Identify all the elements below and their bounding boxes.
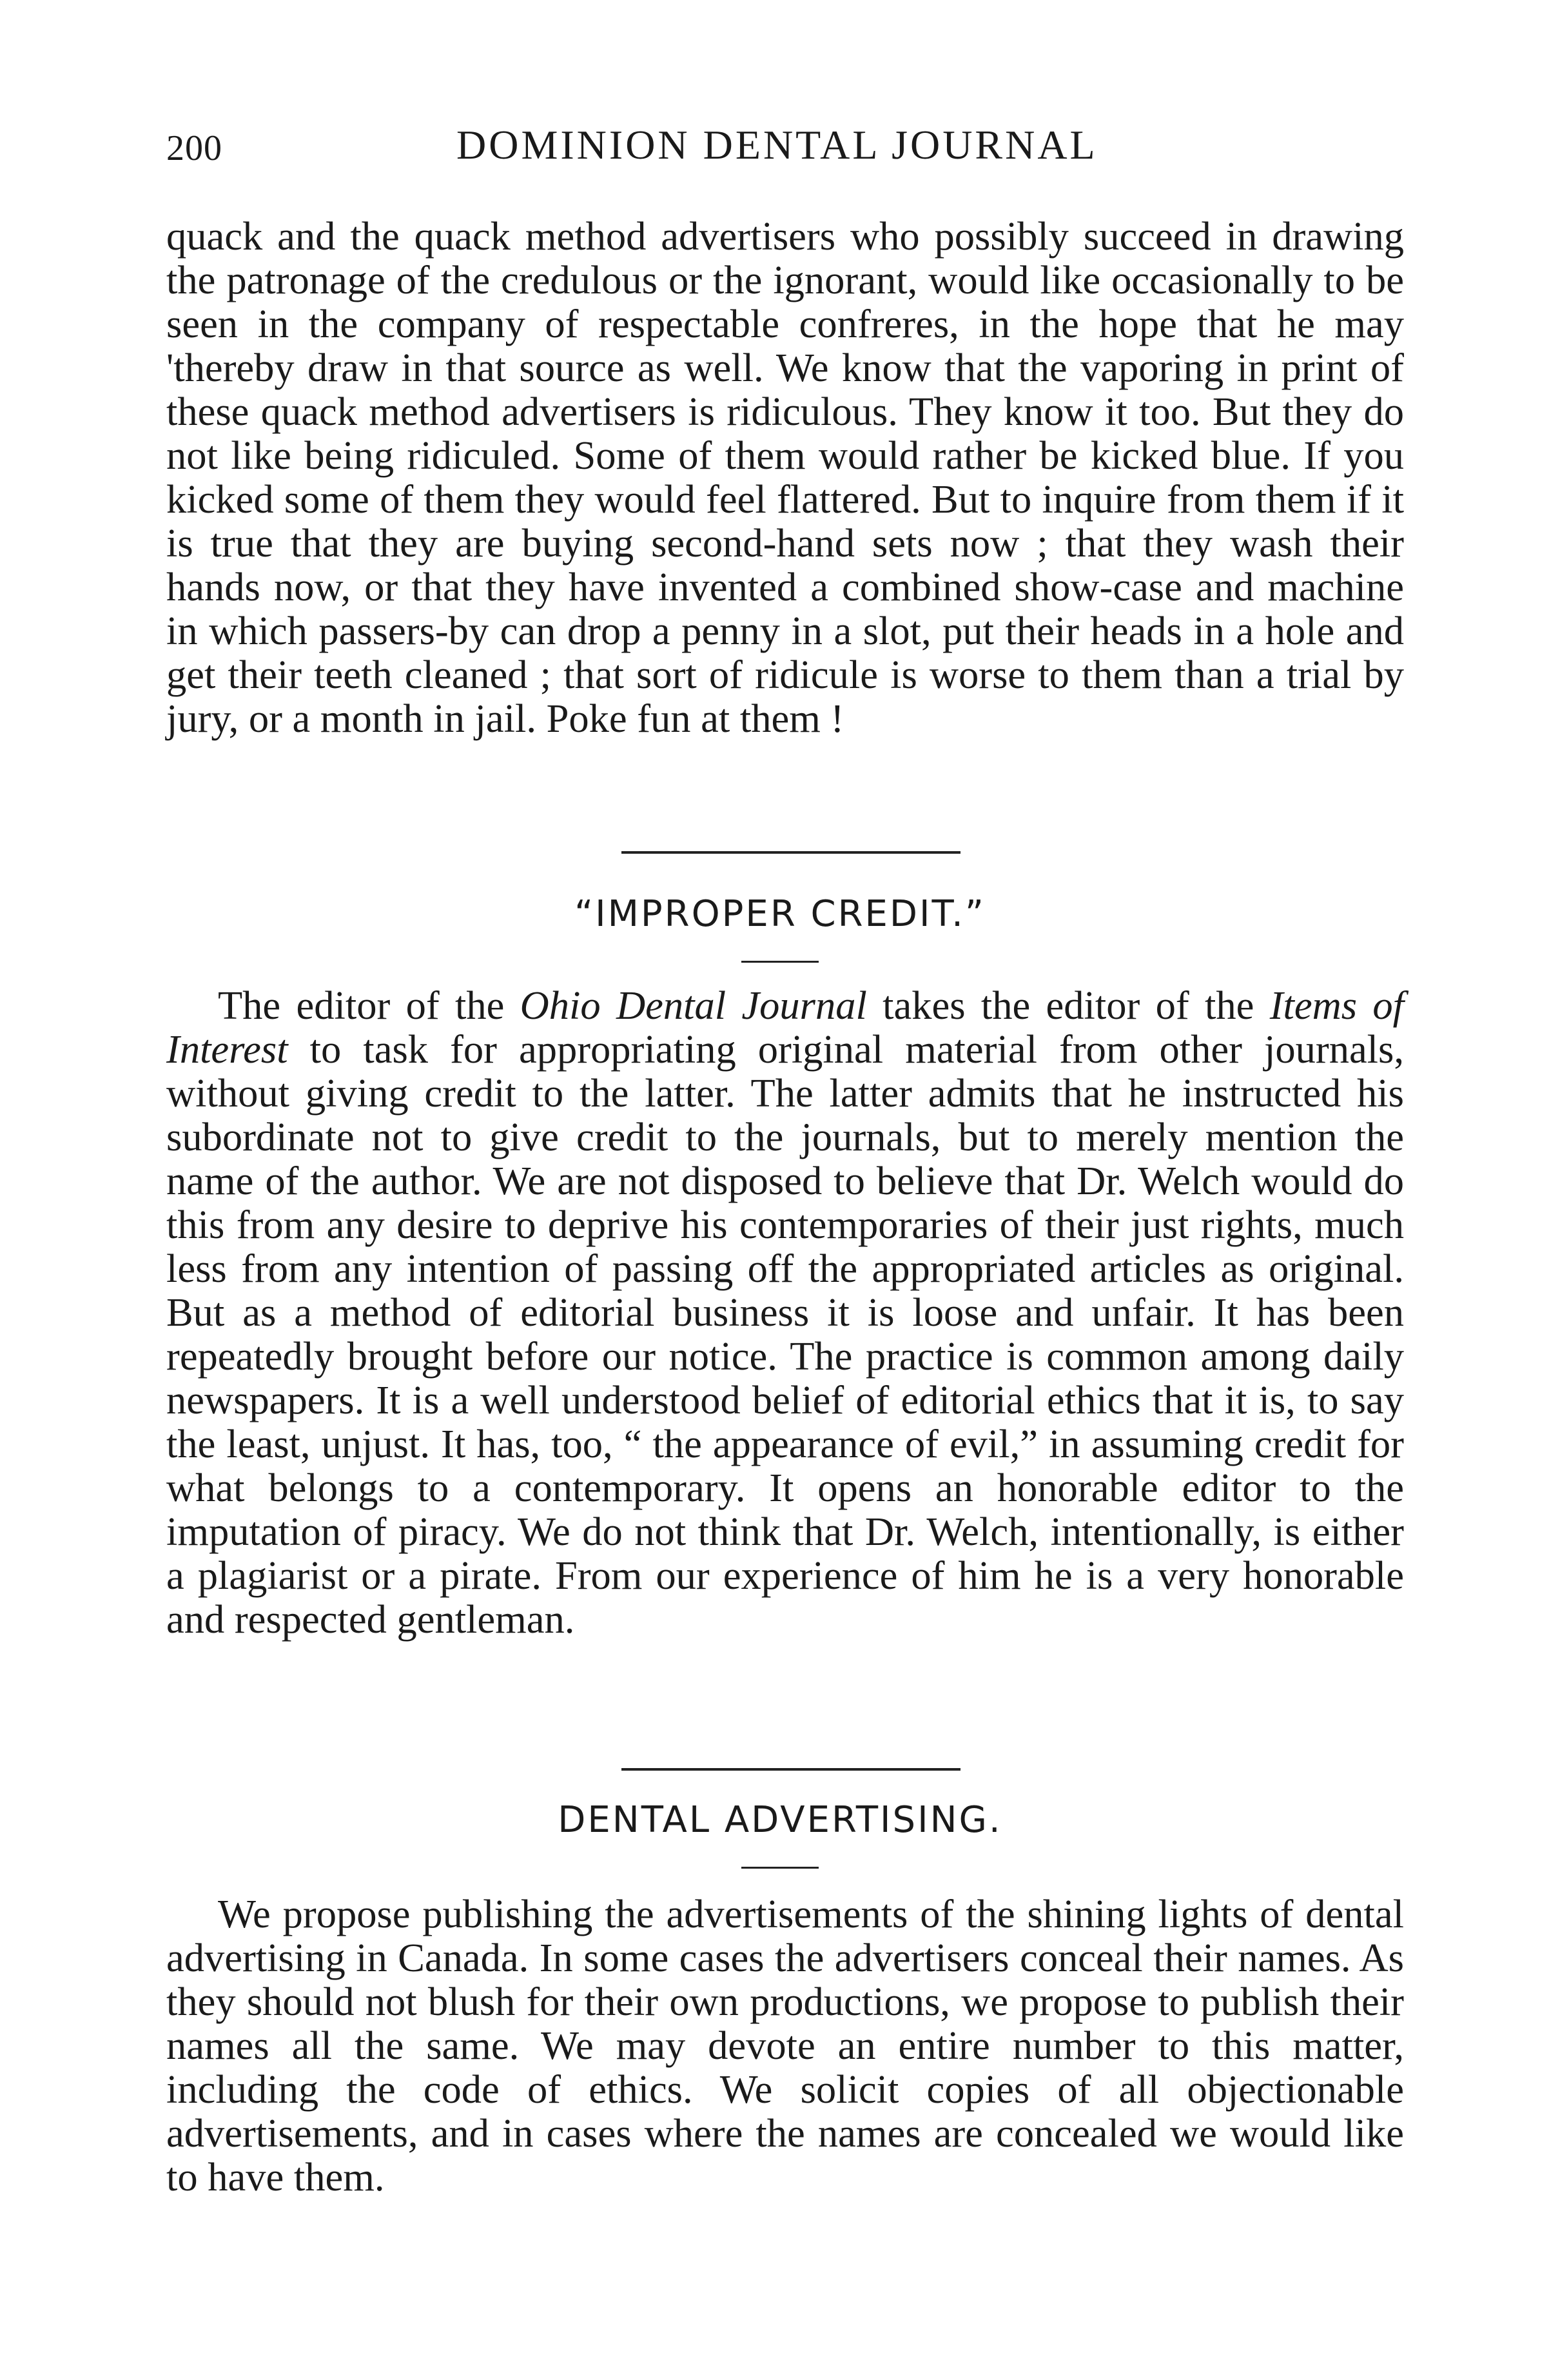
heading-underline <box>741 1867 819 1869</box>
section-divider <box>621 1768 960 1771</box>
journal-name-items-of-interest: Items of Interest <box>166 983 1405 1072</box>
text-run: to task for appropriating original material from other journals, without giving credit to the latter. The latter admits that he instructed his subordinate not to give credit to the journals, but to merely mention the name of the author. We are not disposed to believe that Dr. Welch would do this from any desire to deprive his contemporaries of their just rights, much less from any intention of passing off the appropriated articles as original. But as a method of editorial business it is loose and unfair. It has been repeatedly brought before our notice. The practice is common among daily newspapers. It is a well understood belief of editorial ethics that it is, to say the least, unjust. It has, too, “ the appearance of evil,” in assuming credit for what belongs to a contemporary. It opens an honorable editor to the imputation of piracy. We do not think that Dr. Welch, intentionally, is either a plagiarist or a pirate. From our experience of him he is a very honorable and respected gentleman. <box>166 1027 1404 1642</box>
journal-title: DOMINION DENTAL JOURNAL <box>456 122 1098 168</box>
paragraph: We propose publishing the advertisements of the shining lights of dental advertising in Canada. In some cases the advertisers conceal their names. As they should not blush for their own productions, we propose to publish their names all the same. We may devote an entire number to this matter, including the code of ethics. We solicit copies of all objectionable advertisements, and in cases where the names are concealed we would like to have them. <box>166 1891 1404 2199</box>
paragraph: quack and the quack method advertisers who possibly succeed in drawing the patronage of the credulous or the ignorant, would like occasionally to be seen in the company of respectable confreres, in the hope that he may 'thereby draw in that source as well. We know that the vaporing in print of these quack method advertisers is ridiculous. They know it too. But they do not like being ridiculed. Some of them would rather be kicked blue. If you kicked some of them they would feel flattered. But to inquire from them if it is true that they are buying second-hand sets now ; that they wash their hands now, or that they have invented a combined show-case and machine in which passers-by can drop a penny in a slot, put their heads in a hole and get their teeth cleaned ; that sort of ridicule is worse to them than a trial by jury, or a month in jail. Poke fun at them ! <box>166 213 1404 741</box>
section-dental-advertising-body <box>166 1892 1404 2199</box>
paragraph <box>166 983 1404 1641</box>
text-run: The editor of the <box>218 983 505 1028</box>
text-run: takes the editor of the <box>882 983 1254 1028</box>
journal-name-ohio-dental-journal: Ohio Dental Journal <box>520 983 867 1028</box>
section-heading-dental-advertising: DENTAL ADVERTISING. <box>558 1799 1002 1841</box>
heading-underline <box>741 961 819 963</box>
article-continuation <box>166 214 1404 740</box>
section-divider <box>621 851 960 854</box>
page-number: 200 <box>166 128 222 168</box>
running-head <box>166 115 1423 179</box>
section-heading-improper-credit: “IMPROPER CREDIT.” <box>574 893 986 935</box>
section-improper-credit-body <box>166 983 1404 1641</box>
